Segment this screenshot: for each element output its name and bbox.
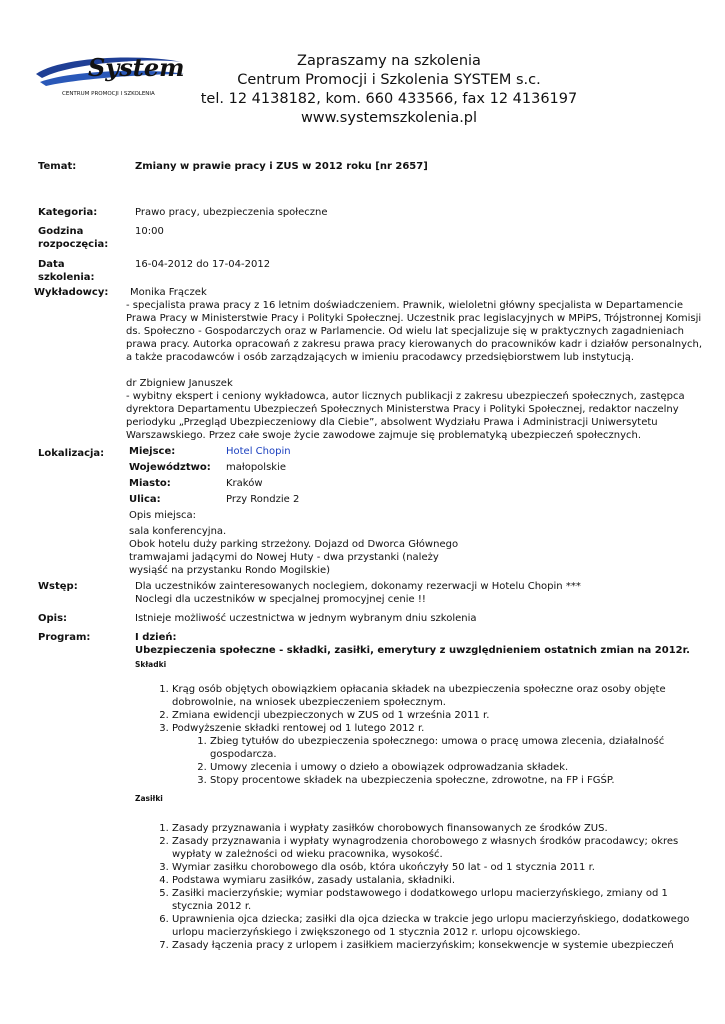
list-item: 3. Wymiar zasiłku chorobowego dla osób, która ukończyły 50 lat - od 1 stycznia 2011 r. [172,861,690,874]
opis-miejsca-line: tramwajami jadącymi do Nowej Huty - dwa przystanki (należy [129,552,439,563]
wstep-line-2: Noclegi dla uczestników w specjalnej promocyjnej cenie !! [135,594,426,605]
list-item: 7. Zasady łączenia pracy z urlopem i zasiłkiem macierzyńskim; konsekwencje w systemie ubezpieczeń [172,939,690,952]
data-label [38,258,95,284]
opis-value: Istnieje możliwość uczestnictwa w jednym wybranym dniu szkolenia [135,613,477,624]
lecturer-bio-line: - specjalista prawa pracy z 16 letnim doświadczeniem. Prawnik, wieloletni główny specjalista w Departamencie [126,300,683,311]
list-item [172,722,690,787]
header-block [200,52,578,128]
lecturer-name-2: dr Zbigniew Januszek [126,378,233,389]
wstep-label: Wstęp: [38,581,78,592]
temat-label: Temat: [38,161,77,172]
program-title: Ubezpieczenia społeczne - składki, zasiłki, emerytury z uwzględnieniem ostatnich zmian na 2012r. [135,645,690,656]
opis-miejsca-label: Opis miejsca: [129,510,197,521]
lecturer-bio-line: ds. Społeczno - Gospodarczych oraz w Parlamencie. Od wielu lat specjalizuje się w praktycznych zagadnieniach [126,326,685,337]
skladki-list [150,683,690,787]
section-zasilki-heading: Zasiłki [135,794,163,803]
wojewodztwo-value: małopolskie [226,462,287,473]
list-item-text: Podwyższenie składki rentowej od 1 lutego 2012 r. [172,723,425,734]
spacer [126,364,706,377]
sub-list-item: 1. Zbieg tytułów do ubezpieczenia społecznego: umowa o pracę umowa zlecenia, działalność gospodarcza. [210,735,690,761]
svg-text:CENTRUM PROMOCJI I SZKOLENIA: CENTRUM PROMOCJI I SZKOLENIA [62,91,155,97]
section-skladki-heading: Składki [135,660,167,669]
miejsce-link[interactable]: Hotel Chopin [226,446,291,457]
svg-text:System: System [88,53,185,82]
opis-label: Opis: [38,613,68,624]
opis-miejsca-line: sala konferencyjna. [129,526,227,537]
program-label: Program: [38,632,91,643]
lecturer-bio-line: a także pracodawców i osób zarządzających w imieniu pracodawcy przedsiębiorstwem lub instytucją. [126,352,635,363]
lecturer-name-1: Monika Frączek [130,287,207,298]
header-line2: Centrum Promocji i Szkolenia SYSTEM s.c. [237,72,541,88]
miasto-label: Miasto: [129,478,171,489]
list-item: 4. Podstawa wymiaru zasiłków, zasady ustalania, składniki. [172,874,690,887]
opis-miejsca-line: wysiąść na przystanku Rondo Mogilskie) [129,565,331,576]
lecturer-bio-line: - wybitny ekspert i ceniony wykładowca, autor licznych publikacji z zakresu ubezpieczeń społecznych, zastępca [126,391,685,402]
godzina-label [38,225,108,251]
wojewodztwo-label: Województwo: [129,462,211,473]
data-label-1: Data [38,259,65,270]
lecturer-bio-line: Warszawskiego. Przez całe swoje życie zawodowe zajmuje się problematyką ubezpieczeń społecznych. [126,430,642,441]
list-item: 5. Zasiłki macierzyńskie; wymiar podstawowego i dodatkowego urlopu macierzyńskiego, zmiany od 1 stycznia 2012 r. [172,887,690,913]
kategoria-label: Kategoria: [38,207,98,218]
zasilki-list [150,822,690,952]
godzina-label-1: Godzina [38,226,84,237]
header-line3: tel. 12 4138182, kom. 660 433566, fax 12 4136197 [200,91,578,107]
temat-value: Zmiany w prawie pracy i ZUS w 2012 roku [nr 2657] [135,161,428,172]
company-logo [32,48,192,104]
list-item: 6. Uprawnienia ojca dziecka; zasiłki dla ojca dziecka w trakcie jego urlopu macierzyńskiego, dodatkowego urlopu macierzyńskiego i zwiększonego od 1 stycznia 2012 r. urlopu ojcowskiego. [172,913,690,939]
header-line1: Zapraszamy na szkolenia [297,53,481,69]
program-day: I dzień: [135,632,177,643]
lecturer-bio-line: prawa pracy. Autorka opracowań z zakresu prawa pracy kierowanych do pracowników kadr i działów personalnych, [126,339,702,350]
ulica-value: Przy Rondzie 2 [226,494,300,505]
list-item: 1. Zasady przyznawania i wypłaty zasiłków chorobowych finansowanych ze środków ZUS. [172,822,690,835]
wstep-line-1: Dla uczestników zainteresowanych noclegiem, dokonamy rezerwacji w Hotelu Chopin *** [135,581,581,592]
sub-list-item: 2. Umowy zlecenia i umowy o dzieło a obowiązek odprowadzania składek. [210,761,690,774]
data-label-2: szkolenia: [38,272,95,283]
miasto-value: Kraków [226,478,263,489]
opis-miejsca-line: Obok hotelu duży parking strzeżony. Dojazd od Dworca Głównego [129,539,459,550]
data-value: 16-04-2012 do 17-04-2012 [135,259,271,270]
wstep-text [135,580,581,606]
wykladowcy-text [126,286,706,442]
lecturer-bio-line: periodyku „Przegląd Ubezpieczeniowy dla Ciebie”, absolwent Wydziału Prawa i Administracji Uniwersytetu [126,417,658,428]
list-item: 2. Zmiana ewidencji ubezpieczonych w ZUS od 1 września 2011 r. [172,709,690,722]
ulica-label: Ulica: [129,494,161,505]
header-website: www.systemszkolenia.pl [300,110,478,126]
opis-miejsca-text [129,525,458,577]
list-item: 2. Zasady przyznawania i wypłaty wynagrodzenia chorobowego z własnych środków pracodawcy; okres wypłaty w zależności od wieku pracownika, wysokość. [172,835,690,861]
lecturer-bio-line: Prawa Pracy w Ministerstwie Pracy i Polityki Społecznej. Uczestnik prac legislacyjnych w MPiPS, Trójstronnej Komisji [126,313,702,324]
kategoria-value: Prawo pracy, ubezpieczenia społeczne [135,207,328,218]
godzina-label-2: rozpoczęcia: [38,239,109,250]
list-item: 1. Krąg osób objętych obowiązkiem opłacania składek na ubezpieczenia społeczne oraz osoby objęte dobrowolnie, na wniosek ubezpieczeniem społecznym. [172,683,690,709]
godzina-value: 10:00 [135,226,164,237]
wykladowcy-label: Wykładowcy: [34,287,109,298]
miejsce-label: Miejsce: [129,446,176,457]
sub-list-item: 3. Stopy procentowe składek na ubezpieczenia społeczne, zdrowotne, na FP i FGŚP. [210,774,690,787]
lokalizacja-label: Lokalizacja: [38,448,105,459]
lecturer-bio-line: dyrektora Departamentu Ubezpieczeń Społecznych Ministerstwa Pracy i Polityki Społecznej, redaktor naczelny [126,404,679,415]
